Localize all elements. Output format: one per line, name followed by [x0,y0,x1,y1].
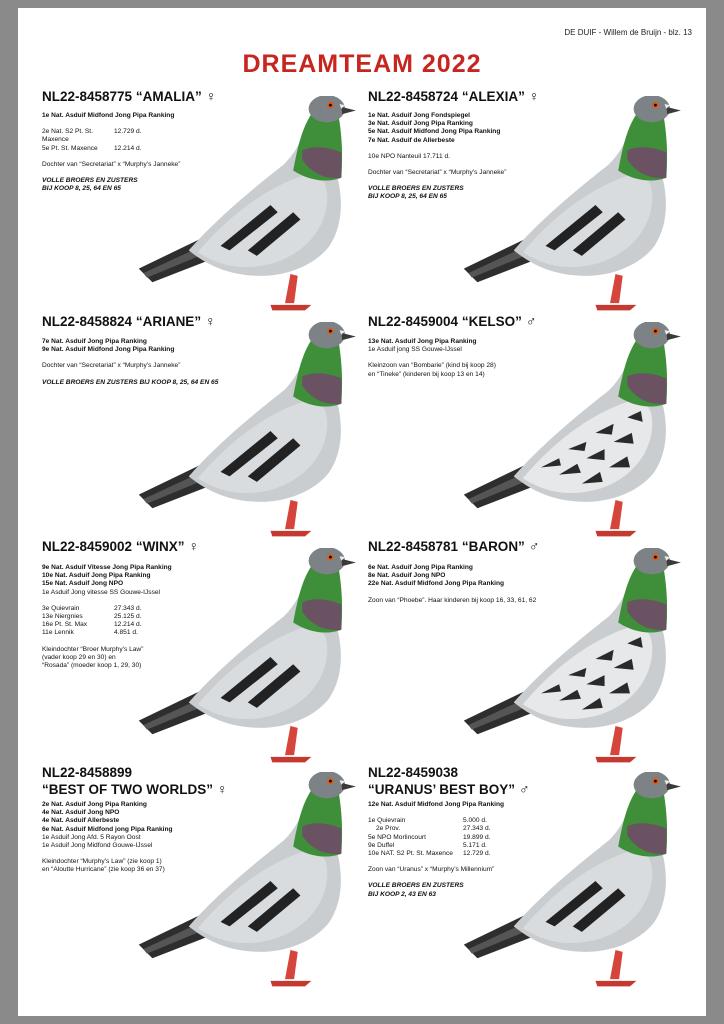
page-header: DE DUIF - Willem de Bruijn - blz. 13 [564,28,692,37]
female-symbol: ♀ [528,88,540,104]
male-symbol: ♂ [525,313,537,329]
pigeon-photo-ariane [123,322,368,540]
bird-info-kelso: 13e Nat. Asduif Jong Pipa Ranking 1e Asduif jong SS Gouwe-IJssel Kleinzoon van “Bombarie” (kind bij koop 28) en “Tineke” (kinderen bij koop 13 en 14) [368,338,496,378]
pigeon-photo-amalia [123,96,368,314]
male-symbol: ♂ [528,538,540,554]
page-title: DREAMTEAM 2022 [242,50,482,78]
bird-name-uranus-best-boy: NL22-8459038 “URANUS’ BEST BOY” ♂ [368,765,530,797]
bird-info-best-of-two-worlds: 2e Nat. Asduif Jong Pipa Ranking 4e Nat. Asduif Jong NPO 4e Nat. Asduif Allerbeste 6e Nat. Asduif Midfond jong Pipa Ranking 1e Asduif Jong Afd. 5 Rayon Oost 1e Asduif Jong Midfond Gouwe-IJssel Kleindochter “Murphy’s Law” (zie koop 1) en “Aloutte Hurricane” (zie koop 36 en 37) [42,801,173,874]
bird-info-ariane: 7e Nat. Asduif Jong Pipa Ranking 9e Nat. Asduif Midfond Jong Pipa Ranking Dochter van “Secretariat” x “Murphy’s Janneke” VOLLE BROERS EN ZUSTERS BIJ KOOP 8, 25, 64 EN 65 [42,338,219,386]
pigeon-photo-best-of-two-worlds [123,772,368,990]
bird-info-winx: 9e Nat. Asduif Vitesse Jong Pipa Ranking 10e Nat. Asduif Jong Pipa Ranking 15e Nat. Asduif Jong NPO 1e Asduif Jong vitesse SS Gouwe-IJssel 3e Quievrain 27.343 d. 13e Niergnies 25.125 d. 16e Pt. St. Max 12.214 d. 11e Lennik 4.851 d. Kleindochter “Broer Murphy’s Law” (vader koop 29 en 30) en “Rosada” (moeder koop 1, 29, 30) [42,564,172,670]
bird-name-ariane: NL22-8458824 “ARIANE” ♀ [42,313,216,329]
bird-name-alexia: NL22-8458724 “ALEXIA” ♀ [368,88,540,104]
female-symbol: ♀ [205,313,216,329]
bird-info-alexia: 1e Nat. Asduif Jong Fondspiegel 3e Nat. Asduif Jong Pipa Ranking 5e Nat. Asduif Midfond Jong Pipa Ranking 7e Nat. Asduif de Allerbeste 10e NPO Nanteuil 17.711 d. Dochter van “Secretariat” x “Murphy’s Janneke” VOLLE BROERS EN ZUSTERS BIJ KOOP 8, 25, 64 EN 65 [368,112,507,201]
bird-name-baron: NL22-8458781 “BARON” ♂ [368,538,540,554]
bird-name-best-of-two-worlds: NL22-8458899 “BEST OF TWO WORLDS” ♀ [42,765,228,797]
pigeon-photo-kelso [448,322,693,540]
pigeon-photo-winx [123,548,368,766]
bird-info-uranus-best-boy: 12e Nat. Asduif Midfond Jong Pipa Ranking 1e Quievrain 5.000 d. 2e Prov. 27.343 d. 5e NPO Morlincourt 19.899 d. 9e Duffel 5.171 d. 10e NAT. S2 Pt. St. Maxence 12.729 d. Zoon van “Uranus” x “Murphy’s Millennium” VOLLE BROERS EN ZUSTERS BIJ KOOP 2, 43 EN 63 [368,801,505,898]
bird-name-kelso: NL22-8459004 “KELSO” ♂ [368,313,537,329]
female-symbol: ♀ [217,781,228,797]
pigeon-photo-baron [448,548,693,766]
bird-info-amalia: 1e Nat. Asduif Midfond Jong Pipa Ranking 2e Nat. S2 Pt. St. Maxence 12.729 d. 5e Pt. St. Maxence 12.214 d. Dochter van “Secretariat” x “Murphy’s Janneke” VOLLE BROERS EN ZUSTERS BIJ KOOP 8, 25, 64 EN 65 [42,112,181,193]
pigeon-photo-uranus-best-boy [448,772,693,990]
pigeon-photo-alexia [448,96,693,314]
bird-info-baron: 6e Nat. Asduif Jong Pipa Ranking 8e Nat. Asduif Jong NPO 22e Nat. Asduif Midfond Jong Pipa Ranking Zoon van “Phoebe”. Haar kinderen bij koop 16, 33, 61, 62 [368,564,537,604]
catalog-page [18,8,706,1016]
bird-name-amalia: NL22-8458775 “AMALIA” ♀ [42,88,217,104]
bird-name-winx: NL22-8459002 “WINX” ♀ [42,538,200,554]
female-symbol: ♀ [205,88,217,104]
male-symbol: ♂ [519,781,530,797]
female-symbol: ♀ [188,538,200,554]
